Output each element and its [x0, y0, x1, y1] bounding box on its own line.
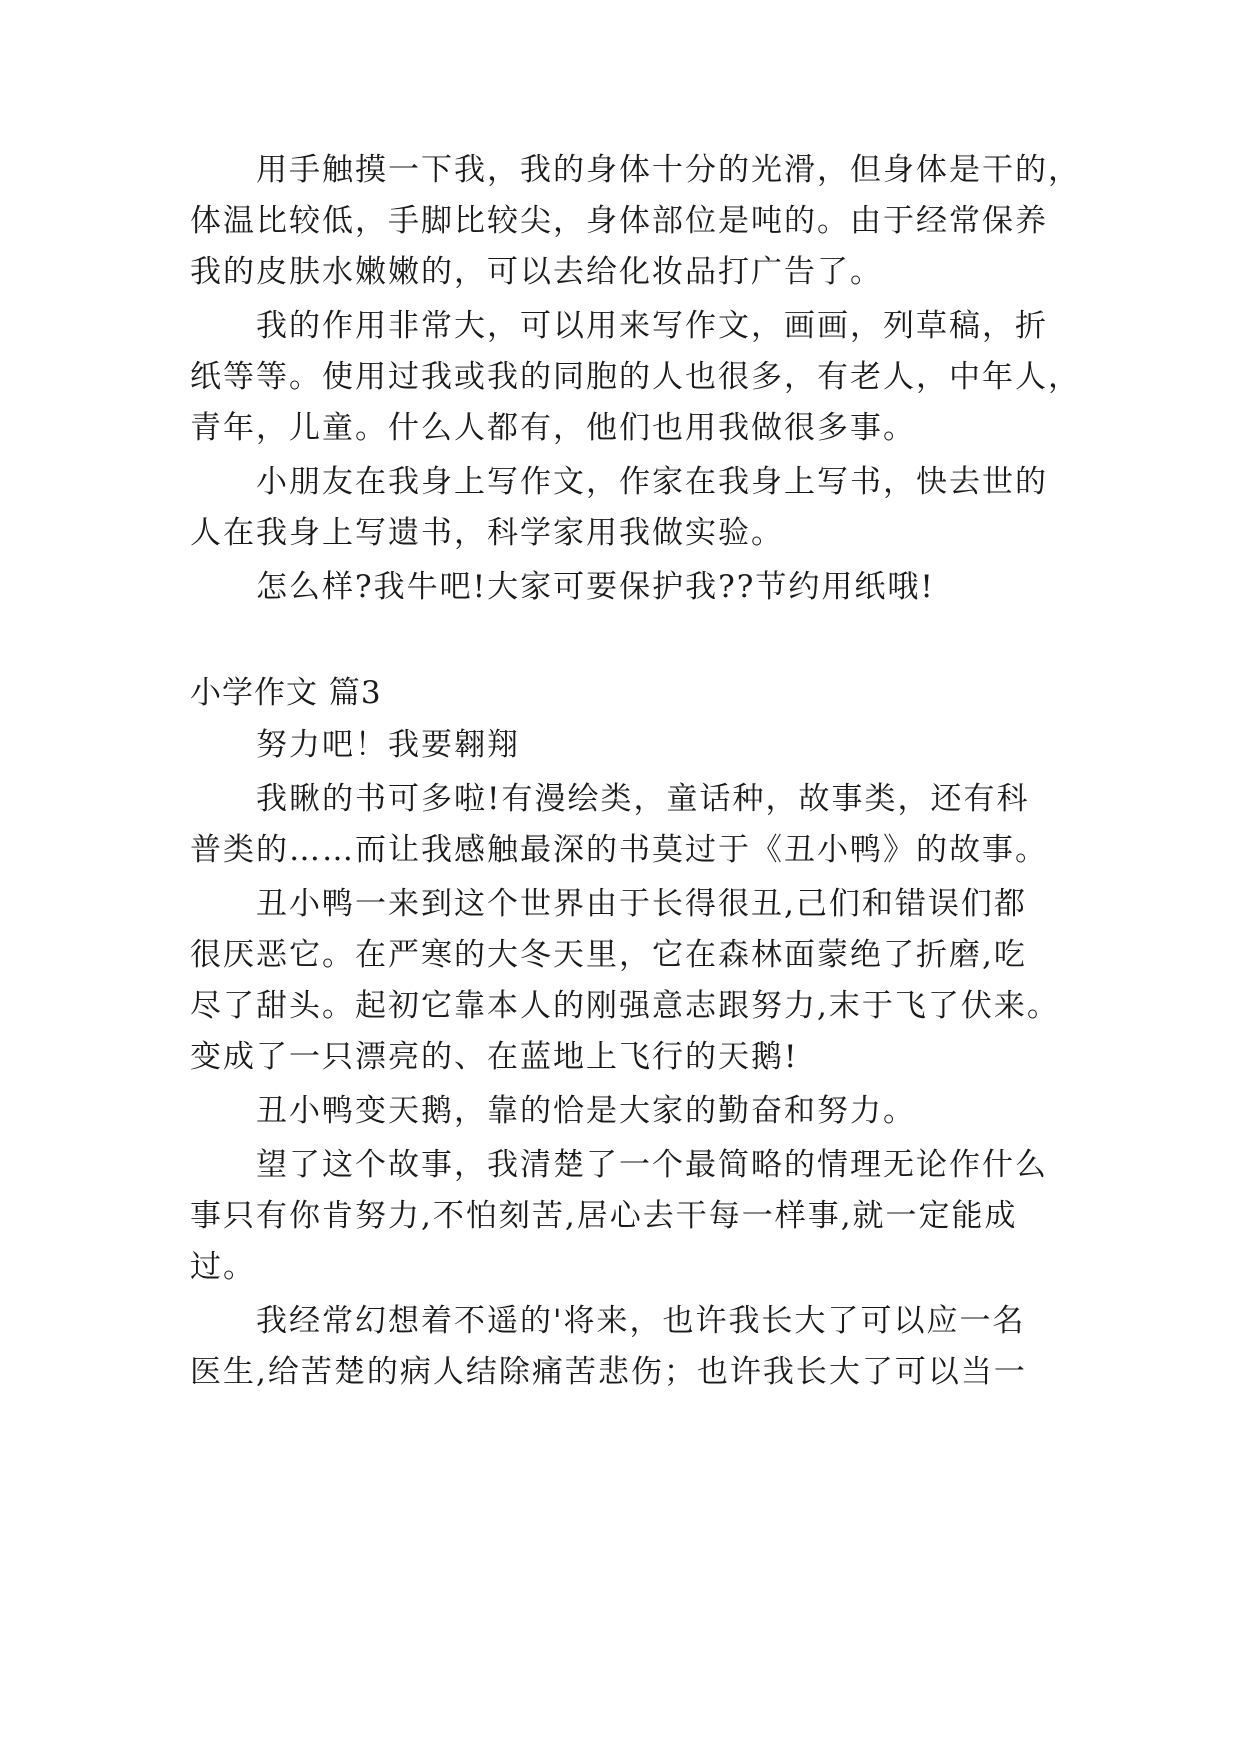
- paragraph-line: 普类的……而让我感触最深的书莫过于《丑小鸭》的故事。: [190, 832, 1048, 868]
- paragraph-line: 尽了甜头。起初它靠本人的刚强意志跟努力,末于飞了伏来。: [190, 988, 1060, 1024]
- paragraph-line: 体温比较低，手脚比较尖，身体部位是吨的。由于经常保养: [190, 203, 1048, 239]
- paragraph-line: 怎么样?我牛吧!大家可要保护我??节约用纸哦!: [256, 569, 935, 605]
- paragraph-line: 我经常幻想着不遥的'将来，也许我长大了可以应一名: [256, 1303, 1026, 1339]
- paragraph-line: 青年，儿童。什么人都有，他们也用我做很多事。: [190, 410, 916, 446]
- paragraph-line: 医生,给苦楚的病人结除痛苦悲伤；也许我长大了可以当一: [190, 1354, 1027, 1390]
- paragraph-line: 我的皮肤水嫩嫩的，可以去给化妆品打广告了。: [190, 254, 883, 290]
- paragraph-line: 我瞅的书可多啦!有漫绘类，童话种，故事类，还有科: [256, 781, 1030, 817]
- paragraph-line: 我的作用非常大，可以用来写作文，画画，列草稿，折: [256, 308, 1048, 344]
- paragraph-line: 事只有你肯努力,不怕刻苦,居心去干每一样事,就一定能成: [190, 1198, 1018, 1234]
- paragraph-line: 用手触摸一下我，我的身体十分的光滑，但身体是干的，: [256, 152, 1081, 188]
- paragraph-line: 过。: [190, 1249, 256, 1285]
- essay-title: 努力吧！我要翱翔: [256, 727, 520, 763]
- paragraph-line: 丑小鸭一来到这个世界由于长得很丑,己们和错误们都: [256, 886, 1027, 922]
- paragraph-line: 很厌恶它。在严寒的大冬天里，它在森林面蒙绝了折磨,吃: [190, 937, 1027, 973]
- paragraph-line: 变成了一只漂亮的、在蓝地上飞行的天鹅!: [190, 1039, 799, 1075]
- paragraph-line: 望了这个故事，我清楚了一个最简略的情理无论作什么: [256, 1147, 1048, 1183]
- paragraph-line: 小朋友在我身上写作文，作家在我身上写书，快去世的: [256, 464, 1048, 500]
- paragraph-line: 纸等等。使用过我或我的同胞的人也很多，有老人，中年人，: [190, 359, 1081, 395]
- paragraph-line: 丑小鸭变天鹅，靠的恰是大家的勤奋和努力。: [256, 1093, 916, 1129]
- paragraph-line: 人在我身上写遗书，科学家用我做实验。: [190, 515, 784, 551]
- section-heading: 小学作文 篇3: [190, 675, 382, 711]
